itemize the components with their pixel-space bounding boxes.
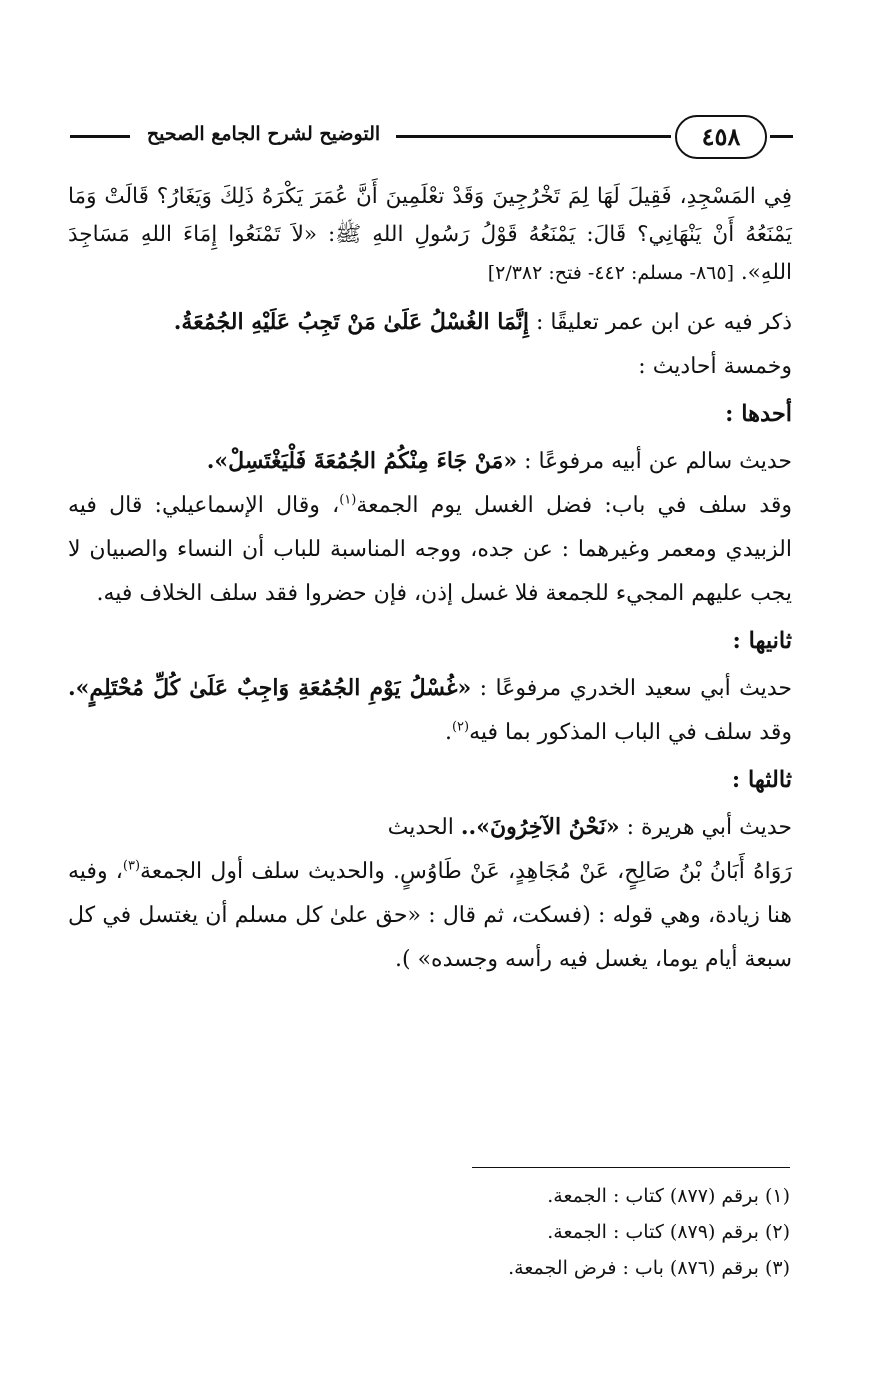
continued-hadith-text: فِي المَسْجِدِ، فَقِيلَ لَهَا لِمَ تَخْرُجِينَ وَقَدْ تعْلَمِينَ أَنَّ عُمَرَ يَكْرَهُ ذَلِكَ وَيَغَارُ؟ قَالَتْ وَمَا يَمْنَعُهُ أَنْ يَنْهَانِي؟ قَالَ: يَمْنَعُهُ قَوْلُ رَسُولِ اللهِ ﷺ: «لاَ تَمْنَعُوا إِمَاءَ اللهِ مَسَاجِدَ اللهِ». [68, 184, 792, 285]
hadith-three-quote: «نَحْنُ الآخِرُونَ».. [460, 814, 620, 840]
heading-third: ثالثها : [731, 767, 792, 793]
footnote-3: (٣) برقم (٨٧٦) باب : فرض الجمعة. [508, 1257, 790, 1279]
footnotes [380, 1178, 790, 1286]
footnote-marker-2: (٢) [451, 719, 470, 735]
footnote-separator [472, 1167, 790, 1168]
footnote-1: (١) برقم (٨٧٧) كتاب : الجمعة. [547, 1185, 790, 1207]
commentary-three [68, 850, 792, 982]
continued-hadith [68, 178, 792, 292]
hadith-two-end: . [444, 720, 452, 745]
heading-second: ثانيها : [732, 628, 792, 654]
footnote-marker-3: (٣) [122, 858, 141, 874]
commentary-one-text-b: ، وقال الإسماعيلي: قال فيه الزبيدي ومعمر وغيرهما : عن جده، ووجه المناسبة للباب أن النساء والصبيان لا يجب عليهم المجيء للجمعة فلا غسل إذن، فإن حضروا فقد سلف الخلاف فيه. [68, 493, 792, 606]
header-rule-middle [396, 135, 671, 138]
book-title: التوضيح لشرح الجامع الصحيح [146, 123, 381, 145]
hadith-two [68, 666, 792, 755]
main-text [68, 178, 792, 982]
footnote-marker-1: (١) [339, 492, 357, 508]
intro-quote: إِنَّمَا الغُسْلُ عَلَىٰ مَنْ تَجِبُ عَلَيْهِ الجُمُعَةُ. [173, 309, 529, 335]
hadith-three-tail: الحديث [387, 815, 454, 840]
header-rule-left [70, 135, 130, 138]
hadith-three-intro: حديث أبي هريرة : [626, 815, 792, 840]
hadith-one-quote: «مَنْ جَاءَ مِنْكُمُ الجُمُعَةَ فَلْيَغْتَسِلْ». [206, 448, 518, 474]
hadith-source-reference: [٨٦٥- مسلم: ٤٤٢- فتح: ٢/٣٨٢] [487, 262, 734, 284]
intro-text: ذكر فيه عن ابن عمر تعليقًا : [535, 310, 792, 335]
hadith-two-quote: «غُسْلُ يَوْمِ الجُمُعَةِ وَاجِبٌ عَلَىٰ كُلِّ مُحْتَلِمٍ». [68, 675, 472, 701]
commentary-one [68, 484, 792, 616]
hadith-one [68, 439, 792, 484]
intro-paragraph [68, 300, 792, 389]
commentary-three-text-b: ، وفيه هنا زيادة، وهي قوله : (فسكت، ثم قال : «حق علىٰ كل مسلم أن يغتسل في كل سبعة أيام يوما، يغسل فيه رأسه وجسده» ). [68, 859, 792, 972]
hadith-two-intro: حديث أبي سعيد الخدري مرفوعًا : [479, 676, 793, 701]
hadith-two-tail: وقد سلف في الباب المذكور بما فيه [469, 720, 792, 745]
intro-tail: وخمسة أحاديث : [638, 354, 792, 379]
hadith-three [68, 805, 792, 850]
running-header [58, 113, 793, 165]
commentary-three-text-a: رَوَاهُ أَبَانُ بْنُ صَالِحٍ، عَنْ مُجَاهِدٍ، عَنْ طَاوُسٍ. والحديث سلف أول الجمعة [140, 859, 792, 884]
header-rule-right [770, 135, 793, 138]
commentary-one-text-a: وقد سلف في باب: فضل الغسل يوم الجمعة [356, 493, 792, 518]
hadith-one-intro: حديث سالم عن أبيه مرفوعًا : [524, 449, 792, 474]
footnote-2: (٢) برقم (٨٧٩) كتاب : الجمعة. [547, 1221, 790, 1243]
heading-first: أحدها : [725, 401, 792, 427]
page-number: ٤٥٨ [675, 115, 767, 159]
